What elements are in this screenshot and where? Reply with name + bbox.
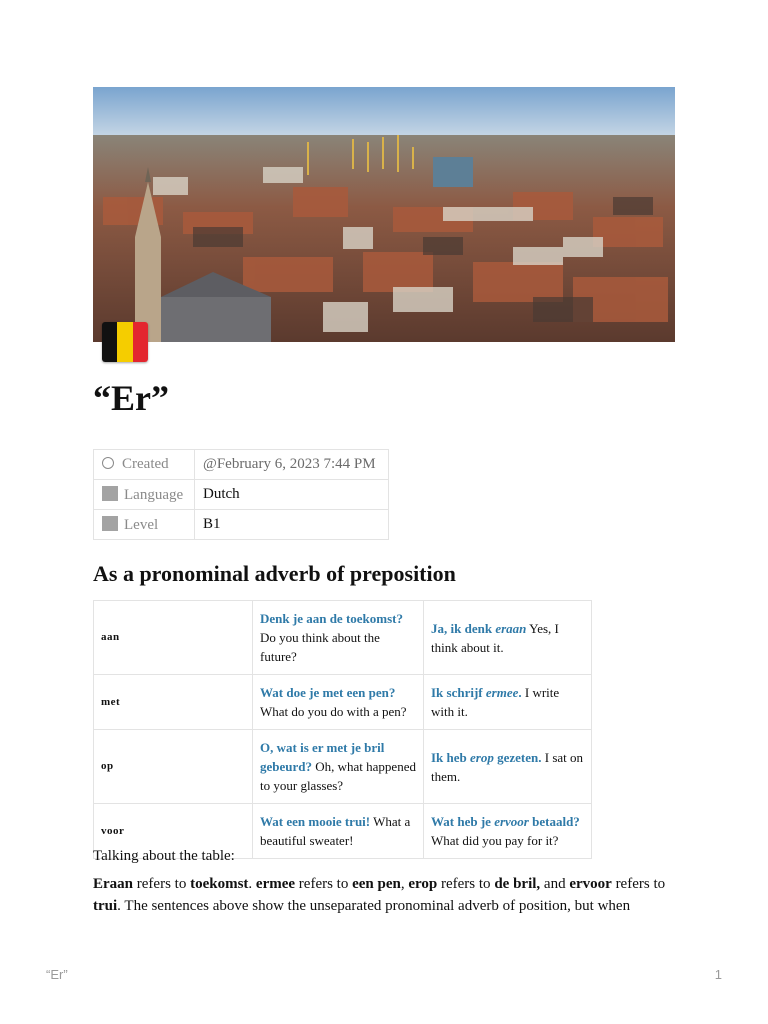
table-row [94,675,592,730]
example-answer-cell: Ik schrijf ermee. I write with it. [424,675,592,730]
belgium-flag-icon [102,322,148,362]
select-property-icon [102,516,118,531]
select-property-icon [102,486,118,501]
page-title: “Er” [93,378,169,418]
property-label: Level [124,516,159,533]
preposition-cell: op [94,730,253,804]
example-question-cell: O, wat is er met je bril gebeurd? Oh, what happened to your glasses? [253,730,424,804]
property-label: Created [122,456,169,472]
pronominal-adverb-table [93,600,592,859]
property-value[interactable]: B1 [195,510,389,540]
example-answer-cell: Ja, ik denk eraan Yes, I think about it. [424,601,592,675]
property-language [94,480,389,510]
table-row [94,730,592,804]
intro-paragraph: Talking about the table: [93,848,235,864]
example-question-cell: Denk je aan de toekomst? Do you think about the future? [253,601,424,675]
preposition-cell: aan [94,601,253,675]
property-level [94,510,389,540]
preposition-cell: met [94,675,253,730]
footer-title: “Er” [46,967,68,982]
preposition-cell: voor [94,804,253,859]
property-created [94,450,389,480]
example-answer-cell: Wat heb je ervoor betaald? What did you pay for it? [424,804,592,859]
cover-image [93,87,675,342]
explanation-paragraph: Eraan refers to toekomst. ermee refers to een pen, erop refers to de bril, and ervoor refers to trui. The sentences above show the unseparated pronominal adverb of position, but when [93,876,666,914]
example-answer-cell: Ik heb erop gezeten. I sat on them. [424,730,592,804]
table-row [94,601,592,675]
property-value[interactable]: @February 6, 2023 7:44 PM [195,450,389,480]
example-question-cell: Wat een mooie trui! What a beautiful sweater! [253,804,424,859]
example-question-cell: Wat doe je met een pen? What do you do with a pen? [253,675,424,730]
property-value[interactable]: Dutch [195,480,389,510]
section-heading: As a pronominal adverb of preposition [93,561,456,586]
properties-table [93,449,389,540]
clock-icon [102,457,114,469]
property-label: Language [124,486,184,503]
page-number: 1 [714,967,722,982]
